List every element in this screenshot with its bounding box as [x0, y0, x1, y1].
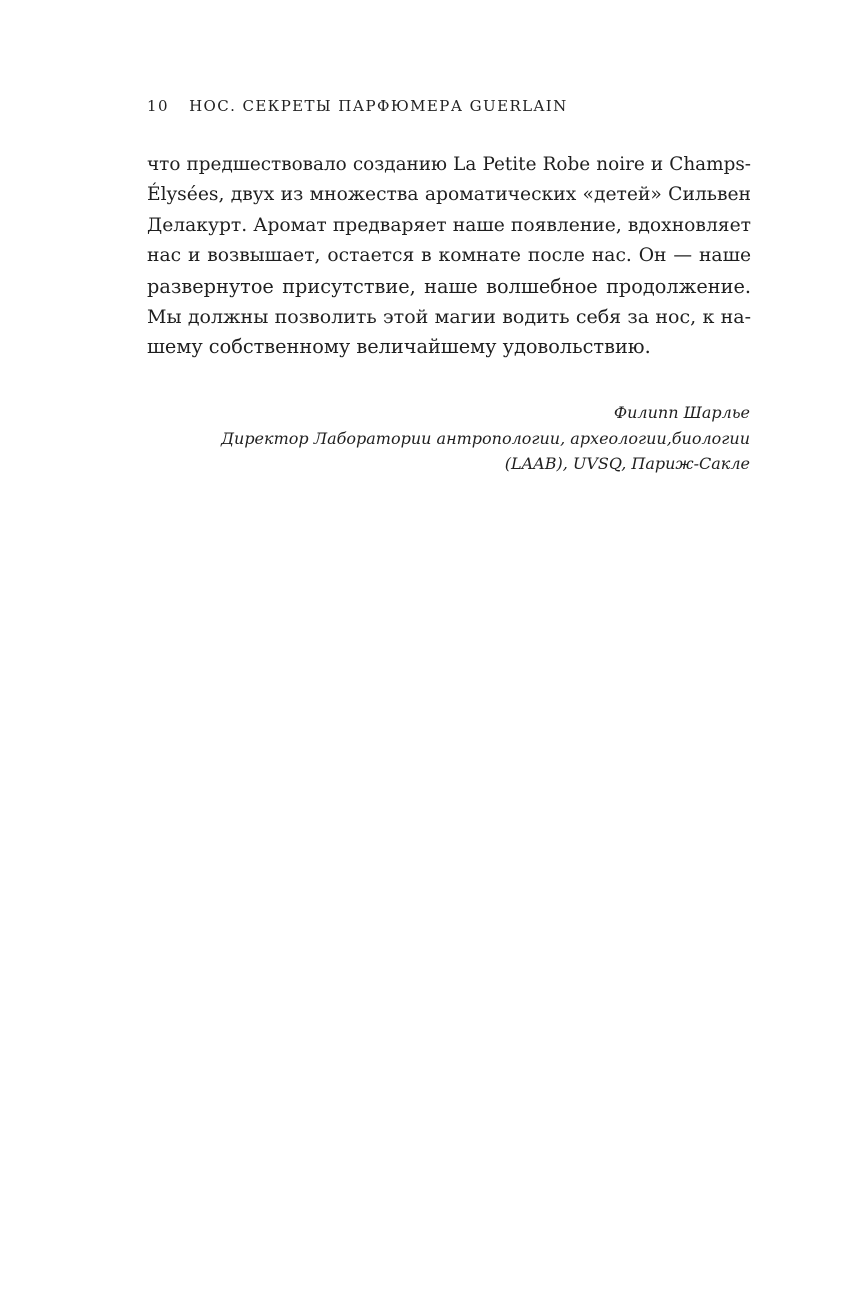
paragraph-line: развернутое присутствие, наше волшебное продолжение. — [147, 274, 751, 298]
signature-position: Директор Лаборатории антропологии, археологии,биологии — [221, 428, 750, 448]
paragraph-line: Мы должны позволить этой магии водить себя за нос, к на- — [147, 305, 751, 328]
paragraph-line: Élysées, двух из множества ароматических «детей» Сильвен — [147, 184, 751, 206]
signature-affiliation: (LAAB), UVSQ, Париж-Сакле — [504, 454, 750, 473]
signature-block — [221, 400, 750, 477]
page-number: 10 — [147, 97, 169, 115]
body-paragraph — [147, 150, 751, 363]
running-head — [147, 97, 568, 115]
paragraph-line: Делакурт. Аромат предваряет наше появление, вдохновляет — [147, 214, 751, 236]
running-head-title: НОС. СЕКРЕТЫ ПАРФЮМЕРА GUERLAIN — [189, 97, 568, 115]
signature-name: Филипп Шарлье — [613, 403, 750, 422]
paragraph-line: нас и возвышает, остается в комнате после нас. Он — наше — [147, 245, 751, 267]
paragraph-line: что предшествовало созданию La Petite Robe noire и Champs- — [147, 154, 751, 175]
paragraph-line: шему собственному величайшему удовольствию. — [147, 335, 651, 359]
